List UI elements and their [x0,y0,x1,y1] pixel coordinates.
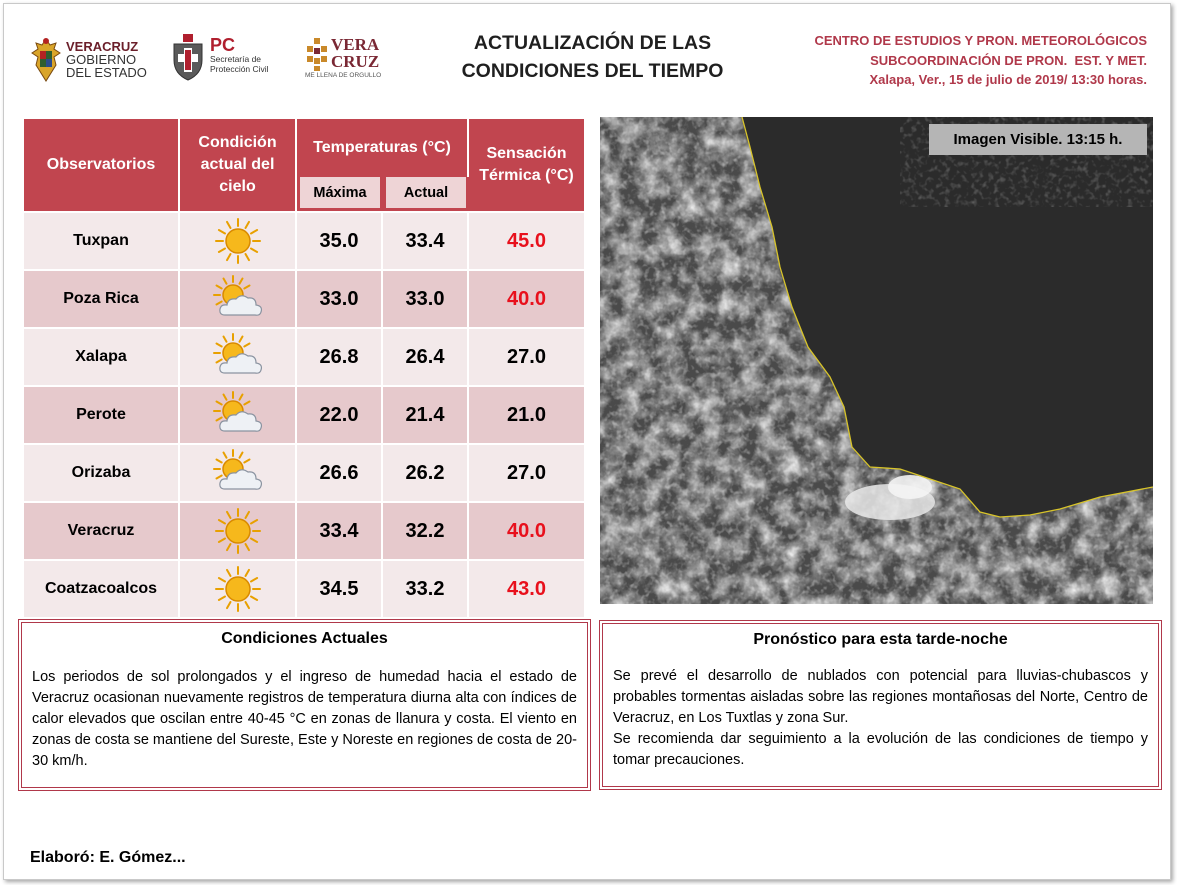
veracruz-logo-line2: GOBIERNO [66,52,137,67]
cell-observatorio: Coatzacoalcos [24,559,180,617]
satellite-label: Imagen Visible. 13:15 h. [929,124,1147,155]
cell-actual: 33.0 [383,269,469,327]
pronostico-box [602,623,1159,787]
cell-maxima: 26.8 [297,327,383,385]
cell-observatorio: Xalapa [24,327,180,385]
col-header-sensacion: Sensación Térmica (°C) [469,119,584,211]
sunny-icon [209,565,267,613]
cell-condicion [180,269,297,327]
table-row [24,559,584,617]
vera-cruz-logo-text [331,36,379,70]
table-row [24,385,584,443]
cell-actual: 33.2 [383,559,469,617]
cell-maxima: 26.6 [297,443,383,501]
header-info [747,31,1147,90]
table-row [24,443,584,501]
table-row [24,501,584,559]
page-title-line2: CONDICIONES DEL TIEMPO [461,60,724,82]
condiciones-title: Condiciones Actuales [221,630,388,647]
table-body [24,211,584,617]
logo-vera-cruz-orgullo [305,32,395,88]
cell-condicion [180,385,297,443]
cell-sensacion: 45.0 [469,211,584,269]
sunny-icon [209,217,267,265]
cell-observatorio: Perote [24,385,180,443]
header-info-line3: Xalapa, Ver., 15 de julio de 2019/ 13:30 horas. [869,72,1147,87]
cell-sensacion: 27.0 [469,443,584,501]
cell-condicion [180,443,297,501]
cell-actual: 26.4 [383,327,469,385]
sunny-icon [209,507,267,555]
pronostico-text-2: Se recomienda dar seguimiento a la evolución de las condiciones de tiempo y tomar precauciones. [613,731,1148,768]
vera-logo-line2: CRUZ [331,52,380,71]
cell-condicion [180,559,297,617]
table-row [24,269,584,327]
condiciones-text: Los periodos de sol prolongados y el ingreso de humedad hacia el estado de Veracruz ocasionan nuevamente registros de temperatura diurna alta con índices de calor elevados que oscilan entre 40-45 °C en zonas de llanura y costa. El viento en zonas de costa se mantiene del Sureste, Este y Noreste en regiones de costa de 20-30 km/h. [32,669,577,769]
logo-proteccion-civil [170,30,300,88]
pc-logo-line3: Protección Civil [210,64,269,74]
pc-logo-text [210,36,269,74]
cell-actual: 21.4 [383,385,469,443]
cell-condicion [180,327,297,385]
logo-veracruz-gobierno [30,32,165,88]
header-info-line1: CENTRO DE ESTUDIOS Y PRON. METEOROLÓGICOS [814,33,1147,48]
cell-observatorio: Poza Rica [24,269,180,327]
partly-cloudy-icon [209,333,267,381]
pc-logo-line2: Secretaría de [210,54,262,64]
cell-maxima: 33.0 [297,269,383,327]
cell-maxima: 35.0 [297,211,383,269]
cell-observatorio: Orizaba [24,443,180,501]
partly-cloudy-icon [209,391,267,439]
satellite-image [600,117,1153,604]
page-title [420,29,765,85]
vera-cruz-emblem-icon [305,36,329,72]
page-title-line1: ACTUALIZACIÓN DE LAS [473,32,712,54]
pronostico-title: Pronóstico para esta tarde-noche [753,631,1008,648]
partly-cloudy-icon [209,449,267,497]
cell-sensacion: 40.0 [469,501,584,559]
partly-cloudy-icon [209,275,267,323]
table-row [24,327,584,385]
veracruz-logo-line1: VERACRUZ [66,39,139,54]
cell-actual: 33.4 [383,211,469,269]
col-header-condicion: Condición actual del cielo [180,119,297,211]
veracruz-logo-line3: DEL ESTADO [66,65,147,80]
condiciones-actuales-box [21,622,588,788]
cell-maxima: 34.5 [297,559,383,617]
pc-logo-line1: PC [210,35,236,55]
pronostico-text-1: Se prevé el desarrollo de nublados con potencial para lluvias-chubascos y probables tormentas aisladas sobre las regiones montañosas del Norte, Centro de Veracruz, en Los Tuxtlas y zona Sur. [613,668,1148,726]
cell-actual: 26.2 [383,443,469,501]
vera-logo-slogan: ME LLENA DE ORGULLO [305,72,382,79]
cell-actual: 32.2 [383,501,469,559]
cell-sensacion: 40.0 [469,269,584,327]
cell-condicion [180,501,297,559]
cell-condicion [180,211,297,269]
cell-sensacion: 21.0 [469,385,584,443]
header-info-line2: SUBCOORDINACIÓN DE PRON. EST. Y MET. [870,52,1147,68]
col-header-temperaturas: Temperaturas (°C) [297,119,469,177]
col-header-maxima: Máxima [297,177,383,211]
proteccion-civil-icon [170,32,206,82]
col-header-observatorios: Observatorios [24,119,180,211]
cell-observatorio: Veracruz [24,501,180,559]
footer-signed-by: Elaboró: E. Gómez... [30,849,186,866]
cell-maxima: 22.0 [297,385,383,443]
table-row [24,211,584,269]
cell-maxima: 33.4 [297,501,383,559]
cell-sensacion: 43.0 [469,559,584,617]
veracruz-logo-text [66,40,147,79]
veracruz-coat-of-arms-icon [30,35,62,85]
observatories-table [24,119,584,617]
col-header-actual: Actual [383,177,469,211]
cell-observatorio: Tuxpan [24,211,180,269]
vera-logo-line1: VERA [331,35,380,54]
satellite-visible-image [600,117,1153,604]
cell-sensacion: 27.0 [469,327,584,385]
